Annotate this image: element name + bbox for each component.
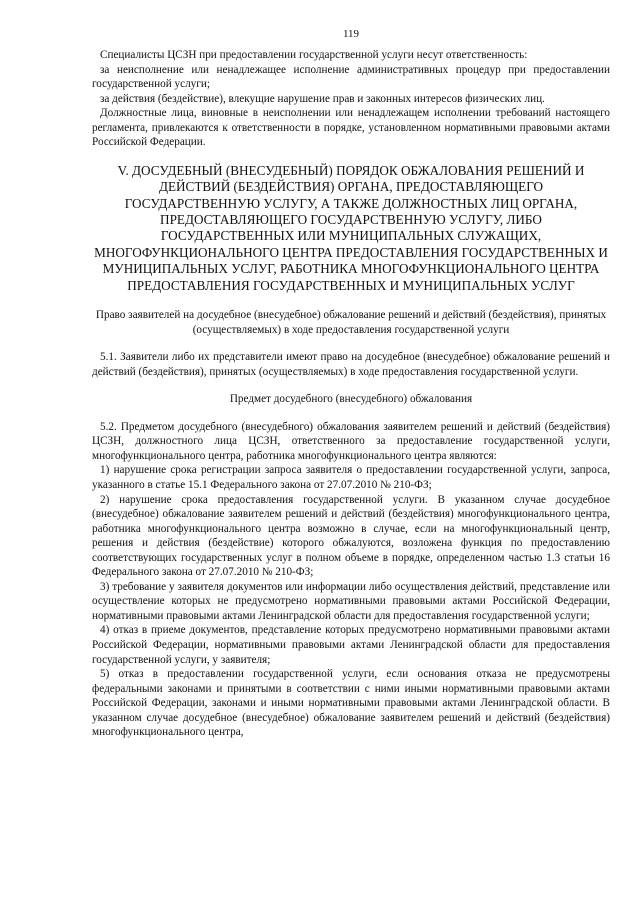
list-item: 3) требование у заявителя документов или информации либо осуществления действий, представление или осуществление которых не предусмотрено нормативными правовыми актами Российской Федерации, нормативными правовыми актами Ленинградской области для предоставления государственной услуги; (92, 580, 610, 622)
list-item: 2) нарушение срока предоставления государственной услуги. В указанном случае досудебное (внесудебное) обжалование заявителем решений и действий (бездействия) многофункционального центра, работника многофункционального центра возможно в случае, если на многофункциональный центр, решения и действия (бездействие) которого обжалуются, возложена функция по предоставлению соответствующих государственных услуг в полном объеме в порядке, определенном частью 1.3 статьи 16 Федерального закона от 27.07.2010 № 210-ФЗ; (92, 493, 610, 579)
responsibility-item-1: за неисполнение или ненадлежащее исполнение административных процедур при предоставлении государственной услуги; (92, 63, 610, 91)
subheading-subject-of-appeal: Предмет досудебного (внесудебного) обжалования (229, 393, 473, 406)
paragraph-5-1: 5.1. Заявители либо их представители имеют право на досудебное (внесудебное) обжалование решений и действий (бездействия), принятых (осуществляемых) в ходе предоставления государственной услуги. (92, 351, 610, 378)
responsibility-item-2: за действия (бездействие), влекущие нарушение прав и законных интересов физических лиц. (100, 92, 545, 105)
document-page (92, 28, 610, 740)
list-item: 4) отказ в приеме документов, представление которых предусмотрено нормативными правовыми актами Российской Федерации, нормативными правовыми актами Ленинградской области для предоставления государственной услуги, у заявителя; (92, 624, 610, 666)
subheading-right-to-appeal: Право заявителей на досудебное (внесудебное) обжалование решений и действий (бездействия), принятых (осуществляемых) в ходе предоставления государственной услуги (95, 309, 607, 336)
paragraph-5-2: 5.2. Предметом досудебного (внесудебного) обжалования заявителем решений и действий (бездействия) ЦСЗН, должностного лица ЦСЗН, ответственного за предоставление государственной услуги, многофункционального центра, работника многофункционального центра являются: (92, 420, 610, 462)
responsibility-intro: Специалисты ЦСЗН при предоставлении государственной услуги несут ответственность: (100, 49, 528, 61)
responsibility-officials: Должностные лица, виновные в неисполнении или ненадлежащем исполнении требований настоящего регламента, привлекаются к ответственности в порядке, установленном нормативными правовыми актами Российской Федерации. (92, 107, 610, 149)
list-item: 5) отказ в предоставлении государственной услуги, если основания отказа не предусмотрены федеральными законами и принятыми в соответствии с ними иными нормативными правовыми актами Российской Федерации, законами и иными нормативными правовыми актами Ленинградской области. В указанном случае досудебное (внесудебное) обжалование заявителем решений и действий (бездействия) многофункционального центра, (92, 668, 610, 739)
page-number: 119 (342, 28, 360, 40)
section-heading: V. ДОСУДЕБНЫЙ (ВНЕСУДЕБНЫЙ) ПОРЯДОК ОБЖАЛОВАНИЯ РЕШЕНИЙ И ДЕЙСТВИЙ (БЕЗДЕЙСТВИЯ) ОРГАНА, ПРЕДОСТАВЛЯЮЩЕГО ГОСУДАРСТВЕННУЮ УСЛУГУ, А ТАКЖЕ ДОЛЖНОСТНЫХ ЛИЦ ОРГАНА, ПРЕДОСТАВЛЯЮЩЕГО ГОСУДАРСТВЕННУЮ УСЛУГУ, ЛИБО ГОСУДАРСТВЕННЫХ ИЛИ МУНИЦИПАЛЬНЫХ СЛУЖАЩИХ, МНОГОФУНКЦИОНАЛЬНОГО ЦЕНТРА ПРЕДОСТАВЛЕНИЯ ГОСУДАРСТВЕННЫХ И МУНИЦИПАЛЬНЫХ УСЛУГ, РАБОТНИКА МНОГОФУНКЦИОНАЛЬНОГО ЦЕНТРА ПРЕДОСТАВЛЕНИЯ ГОСУДАРСТВЕННЫХ И МУНИЦИПАЛЬНЫХ УСЛУГ (94, 162, 608, 293)
list-item: 1) нарушение срока регистрации запроса заявителя о предоставлении государственной услуги, запроса, указанного в статье 15.1 Федерального закона от 27.07.2010 № 210-ФЗ; (92, 464, 610, 491)
